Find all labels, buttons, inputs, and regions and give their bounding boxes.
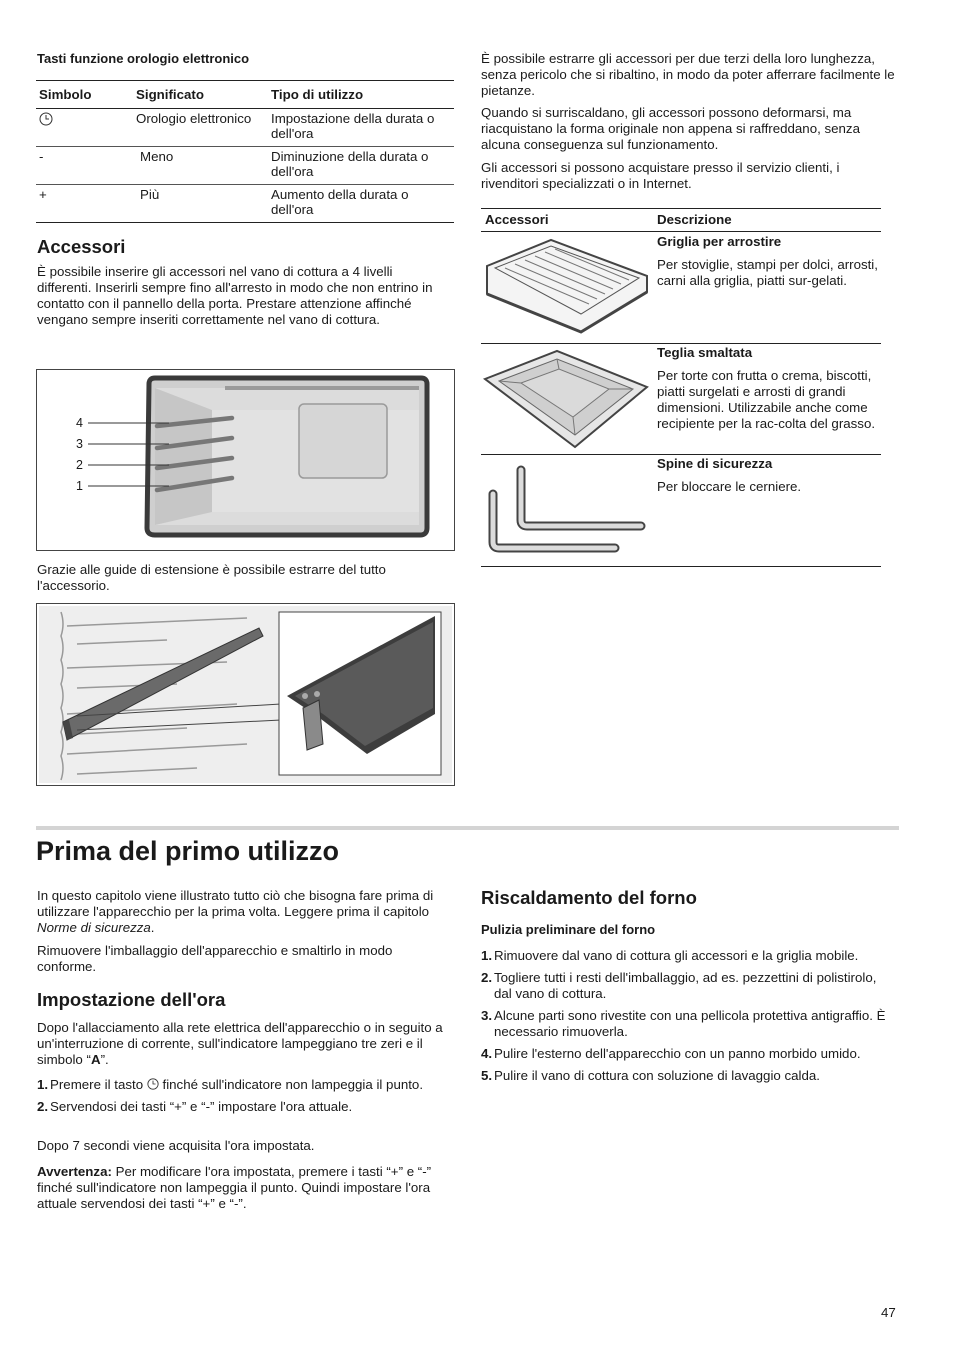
extract-paragraph: È possibile estrarre gli accessori per due terzi della loro lunghezza, senza pericolo che si ribaltino, in modo da poter afferrare facilmente le pietanze. bbox=[481, 51, 895, 98]
page-number: 47 bbox=[881, 1305, 896, 1320]
chapter-intro: In questo capitolo viene illustrato tutto ciò che bisogna fare prima di utilizzare l'apparecchio per la prima volta. Leggere prima il capitolo Norme di sicurezza. bbox=[37, 888, 434, 935]
list-item: 1. Rimuovere dal vano di cottura gli accessori e la griglia mobile. bbox=[481, 948, 859, 963]
cleaning-steps-list bbox=[481, 948, 893, 1090]
accessori-heading: Accessori bbox=[37, 236, 126, 257]
table-row bbox=[36, 147, 454, 185]
note-paragraph: Avvertenza: Per modificare l'ora impostata, premere i tasti “+” e “-” finché sull'indicatore non lampeggia il punto. Quindi impostare l'ora attuale servendosi dei tasti “+” e “-”. bbox=[37, 1164, 432, 1211]
chapter-divider bbox=[36, 826, 899, 830]
clock-setting-paragraph: Dopo l'allacciamento alla rete elettrica dell'apparecchio o in seguito a un'interruzione di corrente, sull'indicatore lampeggiano tre zeri e il simbolo “A”. bbox=[37, 1020, 443, 1067]
table-cell: + bbox=[36, 185, 133, 223]
clock-keys-heading: Tasti funzione orologio elettronico bbox=[37, 51, 250, 66]
deform-paragraph: Quando si surriscaldano, gli accessori possono deformarsi, ma riacquistano la forma originale non appena si raffreddano, senza alcuna conseguenza sul funzionamento. bbox=[481, 105, 860, 152]
accessory-description: Per torte con frutta o crema, biscotti, piatti surgelati e arrosti di grandi dimensioni. Utilizzabile anche come recipiente per la rac-colta del grasso. bbox=[657, 368, 876, 431]
table-row bbox=[36, 109, 454, 147]
telescopic-rail-illustration bbox=[37, 604, 454, 785]
accessory-description: Per bloccare le cerniere. bbox=[657, 479, 802, 494]
safety-pins-icon bbox=[481, 458, 651, 562]
accessori-paragraph: È possibile inserire gli accessori nel vano di cottura a 4 livelli differenti. Inserirli sempre fino all'arresto in modo che non entrino in contatto con il pannello della porta. Prestare attenzione affinché vengano sempre inseriti correttamente nel vano di cottura. bbox=[37, 264, 433, 327]
preliminary-cleaning-subheading: Pulizia preliminare del forno bbox=[481, 922, 656, 937]
table-cell: Più bbox=[133, 185, 268, 223]
oven-heating-heading: Riscaldamento del forno bbox=[481, 887, 697, 908]
clock-keys-table bbox=[36, 80, 454, 223]
table-row bbox=[481, 343, 881, 455]
level-label-1: 1 bbox=[76, 479, 83, 493]
oven-cavity-illustration bbox=[37, 370, 454, 550]
table-cell: Orologio elettronico bbox=[133, 109, 268, 147]
list-item: 2. Togliere tutti i resti dell'imballaggio, ad es. pezzettini di polistirolo, dal vano di cottura. bbox=[481, 970, 877, 1001]
table-cell: Aumento della durata o dell'ora bbox=[268, 185, 454, 223]
clock-icon bbox=[147, 1078, 159, 1090]
clock-setting-heading: Impostazione dell'ora bbox=[37, 989, 226, 1010]
col-header-description: Descrizione bbox=[657, 212, 732, 227]
packaging-paragraph: Rimuovere l'imballaggio dell'apparecchio e smaltirlo in modo conforme. bbox=[37, 943, 393, 974]
accessory-description: Per stoviglie, stampi per dolci, arrosti, carni alla griglia, piatti sur-gelati. bbox=[657, 257, 878, 288]
clock-acquired-paragraph: Dopo 7 secondi viene acquisita l'ora impostata. bbox=[37, 1138, 315, 1153]
list-item: 3. Alcune parti sono rivestite con una pellicola protettiva antigraffio. È necessario rimuoverla. bbox=[481, 1008, 886, 1039]
list-item: 1. Premere il tasto finché sull'indicatore non lampeggia il punto. bbox=[37, 1077, 424, 1092]
purchase-paragraph: Gli accessori si possono acquistare presso il servizio clienti, i rivenditori specializzati o in Internet. bbox=[481, 160, 840, 191]
list-item: 4. Pulire l'esterno dell'apparecchio con un panno morbido umido. bbox=[481, 1046, 861, 1061]
table-cell: Impostazione della durata o dell'ora bbox=[268, 109, 454, 147]
enamel-tray-icon bbox=[481, 347, 651, 451]
col-header-use: Tipo di utilizzo bbox=[268, 81, 454, 109]
col-header-accessories: Accessori bbox=[485, 212, 549, 227]
chapter-title: Prima del primo utilizzo bbox=[36, 836, 340, 866]
list-item: 2. Servendosi dei tasti “+” e “-” impostare l'ora attuale. bbox=[37, 1099, 353, 1114]
table-cell: - bbox=[36, 147, 133, 185]
level-label-2: 2 bbox=[76, 458, 83, 472]
table-row bbox=[481, 232, 881, 344]
clock-icon bbox=[36, 109, 133, 147]
table-cell: Diminuzione della durata o dell'ora bbox=[268, 147, 454, 185]
table-row bbox=[481, 454, 881, 567]
table-cell: Meno bbox=[133, 147, 268, 185]
level-label-4: 4 bbox=[76, 416, 83, 430]
oven-levels-figure bbox=[36, 369, 455, 551]
grill-rack-icon bbox=[481, 236, 651, 340]
col-header-symbol: Simbolo bbox=[36, 81, 133, 109]
telescopic-rail-figure bbox=[36, 603, 455, 786]
accessory-title: Spine di sicurezza bbox=[657, 456, 773, 471]
table-row bbox=[36, 185, 454, 223]
guide-paragraph: Grazie alle guide di estensione è possibile estrarre del tutto l'accessorio. bbox=[37, 562, 386, 593]
accessory-title: Griglia per arrostire bbox=[657, 234, 782, 249]
accessory-title: Teglia smaltata bbox=[657, 345, 753, 360]
col-header-meaning: Significato bbox=[133, 81, 268, 109]
accessories-table-header bbox=[481, 208, 881, 232]
level-label-3: 3 bbox=[76, 437, 83, 451]
list-item: 5. Pulire il vano di cottura con soluzione di lavaggio calda. bbox=[481, 1068, 820, 1083]
clock-steps-list bbox=[37, 1077, 449, 1121]
